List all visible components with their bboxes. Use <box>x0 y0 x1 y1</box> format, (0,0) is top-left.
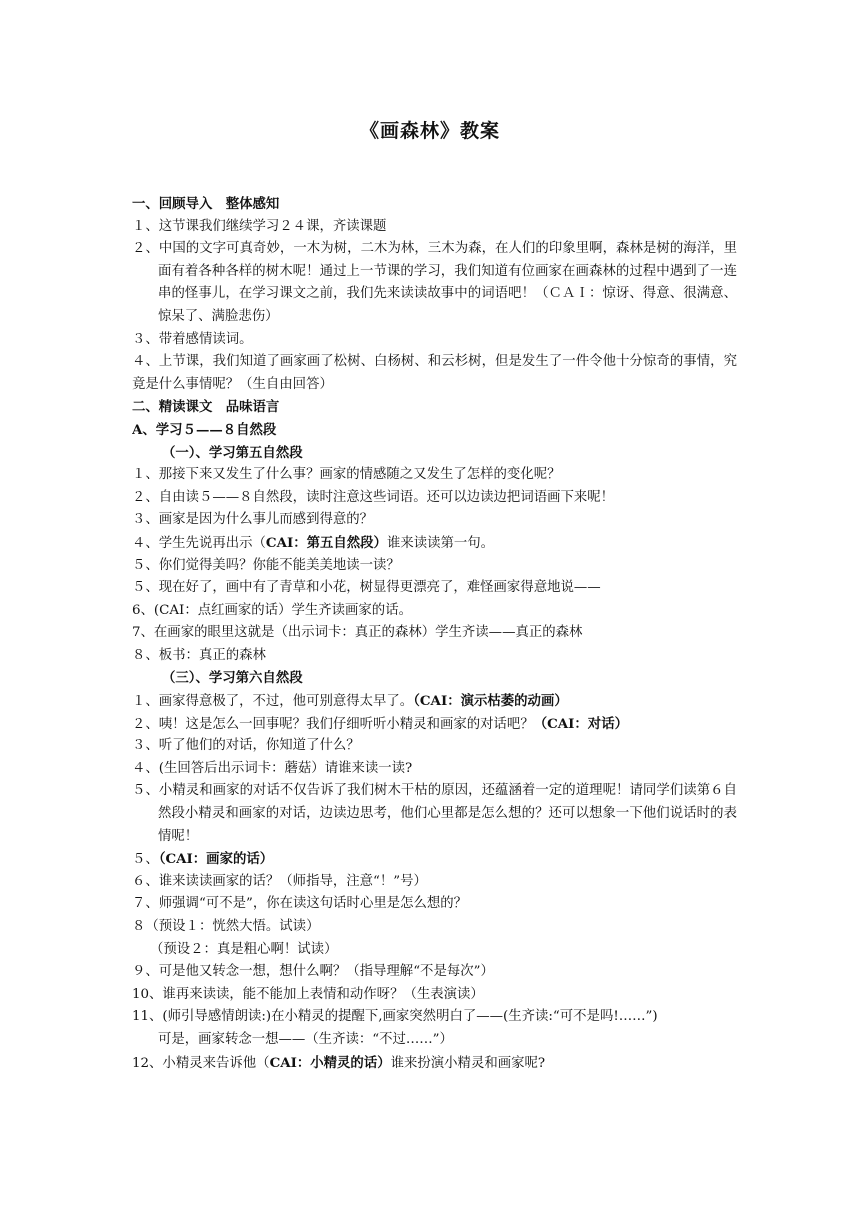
paragraph-item <box>132 645 737 668</box>
list-a1 <box>132 464 737 667</box>
paragraph-item <box>132 848 737 871</box>
paragraph-item: １、这节课我们继续学习２４课，齐读课题 <box>132 218 387 234</box>
item-text: ５、你们觉得美吗？你能不能美美地读一读？ <box>132 557 400 573</box>
paragraph-item <box>132 577 737 600</box>
paragraph-item: 可是，画家转念一想——（生齐读：“不过……”） <box>158 1031 453 1047</box>
item-text: １、画家得意极了，不过，他可别意得太早了。 <box>132 694 414 710</box>
document-body <box>132 193 737 1074</box>
paragraph-item: 10、谁再来读读，能不能加上表情和动作呀？（生表演读） <box>132 986 484 1002</box>
item-text: 6、(CAI：点红画家的话）学生齐读画家的话。 <box>132 602 412 618</box>
section-heading-2: 二、精读课文 品味语言 <box>132 399 280 416</box>
paragraph-item: ２、中国的文字可真奇妙，一木为树，二木为林，三木为森，在人们的印象里啊，森林是树的海洋，里面有着各种各样的树木呢！通过上一节课的学习，我们知道有位画家在画森林的过程中遇到了一连串的怪事儿，在学习课文之前，我们先来读读故事中的词语吧！（ＣＡＩ：惊讶、得意、很满意、惊呆了、满脸悲伤） <box>132 241 737 324</box>
item-text: ３、听了他们的对话，你知道了什么？ <box>132 738 360 754</box>
item-text: ７、师强调“可不是”，你在读这句话时心里是怎么想的？ <box>132 896 468 912</box>
paragraph-item <box>132 735 737 758</box>
item-bold-text: （CAI：对话） <box>533 715 628 732</box>
paragraph-item <box>132 713 737 736</box>
item-text: 谁来读读第一句。 <box>386 535 495 551</box>
paragraph-item <box>132 555 737 578</box>
item-text: ５、现在好了，画中有了青草和小花，树显得更漂亮了，难怪画家得意地说—— <box>132 580 601 596</box>
item-text: 谁来扮演小精灵和画家呢? <box>390 1055 546 1071</box>
paragraph-item: ４、上节课，我们知道了画家画了松树、白杨树、和云杉树，但是发生了一件令他十分惊奇的事情，究竟是什么事情呢？（生自由回答） <box>132 354 737 392</box>
item-text: ４、(生回答后出示词卡：蘑菇）请谁来读一读? <box>132 760 413 776</box>
item-bold-text: （CAI：演示枯萎的动画） <box>413 693 568 710</box>
paragraph-item: ３、带着感情读词。 <box>132 331 253 347</box>
paragraph-item: ５、小精灵和画家的对话不仅告诉了我们树木干枯的原因，还蕴涵着一定的道理呢！请同学们读第６自然段小精灵和画家的对话，边读边思考，他们心里都是怎么想的？还可以想象一下他们说话时的表情呢！ <box>132 783 737 844</box>
item-text: ５、 <box>132 852 159 868</box>
item-bold-text: CAI：第五自然段） <box>265 534 387 551</box>
paragraph-item <box>132 893 737 916</box>
item-text: ２、咦！这是怎么一回事呢？我们仔细听听小精灵和画家的对话吧？ <box>132 716 534 732</box>
paragraph-item: 11、(师引导感情朗读:)在小精灵的提醒下,画家突然明白了——(生齐读:“可不是吗!……”) <box>132 1009 658 1025</box>
section-heading-1: 一、回顾导入 整体感知 <box>132 196 280 212</box>
item-text: ２、自由读５——８自然段，读时注意这些词语。还可以边读边把词语画下来呢！ <box>132 489 615 505</box>
item-text: ４、学生先说再出示（ <box>132 535 266 551</box>
paragraph-item <box>132 871 737 894</box>
paragraph-item <box>132 600 737 623</box>
paragraph-item-12 <box>132 1052 737 1075</box>
paragraph-item: （预设２：真是粗心啊！试读） <box>150 941 338 957</box>
item-text: ３、画家是因为什么事儿而感到得意的？ <box>132 512 374 528</box>
paragraph-item <box>132 916 737 939</box>
item-text: 7、在画家的眼里这就是（出示词卡：真正的森林）学生齐读——真正的森林 <box>132 625 583 641</box>
paragraph-item <box>132 464 737 487</box>
item-text: ６、谁来读读画家的话？（师指导，注意“！”号） <box>132 873 427 889</box>
paragraph-item <box>132 532 737 555</box>
item-bold-text: CAI：小精灵的话） <box>269 1054 391 1071</box>
item-bold-text: （CAI：画家的话） <box>158 851 274 868</box>
paragraph-item <box>132 758 737 781</box>
subsection-heading-a3: （三）、学习第六自然段 <box>162 670 303 687</box>
paragraph-item: ９、可是他又转念一想，想什么啊？（指导理解“不是每次”） <box>132 964 494 980</box>
item-text: ８（预设１：恍然大悟。试读） <box>132 919 320 934</box>
paragraph-item <box>132 690 737 713</box>
subsection-heading-a: A、学习５——８自然段 <box>132 421 277 438</box>
paragraph-item <box>132 509 737 532</box>
subsection-heading-a1: （一）、学习第五自然段 <box>162 444 303 461</box>
list-a3 <box>132 690 737 780</box>
paragraph-item <box>132 622 737 645</box>
item-text: 12、小精灵来告诉他（ <box>132 1055 270 1071</box>
page-title: 《画森林》教案 <box>359 120 500 142</box>
item-text: ８、板书：真正的森林 <box>132 647 266 663</box>
paragraph-item <box>132 487 737 510</box>
list-a3b <box>132 848 737 938</box>
item-text: １、那接下来又发生了什么事？画家的情感随之又发生了怎样的变化呢？ <box>132 467 561 483</box>
